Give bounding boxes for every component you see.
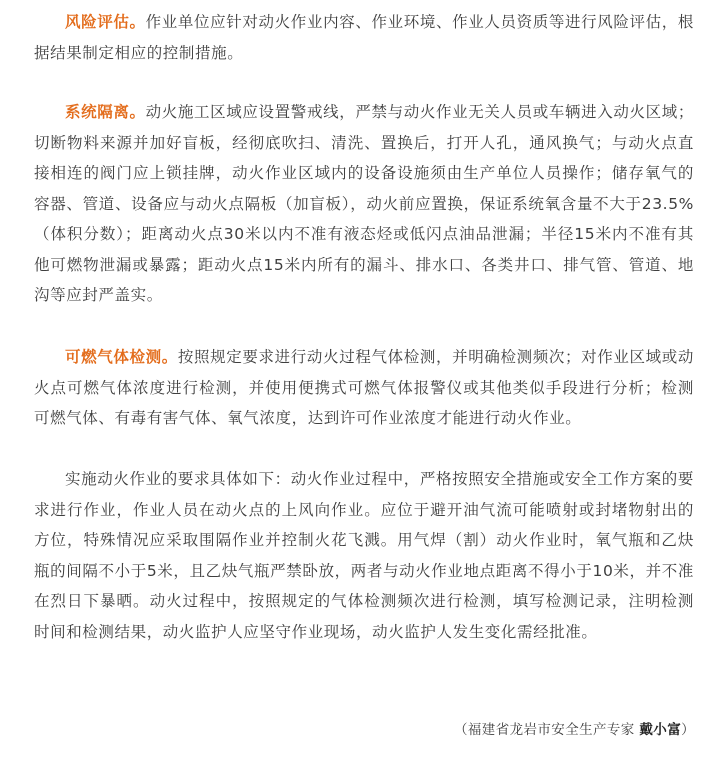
- author-attribution: [454, 718, 695, 742]
- author-name: 戴小富: [639, 722, 682, 738]
- author-organization: 福建省龙岩市安全生产专家: [467, 722, 640, 738]
- paragraph-system-isolation: [34, 97, 694, 311]
- attribution-close-paren: ）: [681, 722, 695, 738]
- paragraph-text: 动火施工区域应设置警戒线，严禁与动火作业无关人员或车辆进入动火区域；切断物料来源并加好盲板，经彻底吹扫、清洗、置换后，打开人孔，通风换气；与动火点直接相连的阀门应上锁挂牌，动火作业区域内的设备设施须由生产单位人员操作；储存氧气的容器、管道、设备应与动火点隔板（加盲板），动火前应置换，保证系统氧含量不大于23.5%（体积分数）；距离动火点30米以内不准有液态烃或低闪点油品泄漏；半径15米内不准有其他可燃物泄漏或暴露；距动火点15米内所有的漏斗、排水口、各类井口、排气管、管道、地沟等应封严盖实。: [34, 103, 694, 304]
- paragraph-heading: 风险评估。: [65, 13, 146, 31]
- paragraph-hot-work-requirements: [34, 464, 694, 647]
- paragraph-gas-detection: [34, 342, 694, 434]
- attribution-open-paren: （: [453, 722, 468, 738]
- paragraph-text: 作业单位应针对动火作业内容、作业环境、作业人员资质等进行风险评估，根据结果制定相应的控制措施。: [34, 13, 694, 62]
- paragraph-heading: 可燃气体检测。: [65, 348, 178, 366]
- paragraph-heading: 系统隔离。: [65, 103, 146, 121]
- paragraph-text: 按照规定要求进行动火过程气体检测，并明确检测频次；对作业区域或动火点可燃气体浓度进行检测，并使用便携式可燃气体报警仪或其他类似手段进行分析；检测可燃气体、有毒有害气体、氧气浓度，达到许可作业浓度才能进行动火作业。: [34, 348, 695, 427]
- paragraph-text: 实施动火作业的要求具体如下：动火作业过程中，严格按照安全措施或安全工作方案的要求进行作业，作业人员在动火点的上风向作业。应位于避开油气流可能喷射或封堵物射出的方位，特殊情况应采取围隔作业并控制火花飞溅。用气焊（割）动火作业时，氧气瓶和乙炔瓶的间隔不小于5米，且乙炔气瓶严禁卧放，两者与动火作业地点距离不得小于10米，并不准在烈日下暴晒。动火过程中，按照规定的气体检测频次进行检测，填写检测记录，注明检测时间和检测结果，动火监护人应坚守作业现场，动火监护人发生变化需经批准。: [34, 470, 694, 641]
- paragraph-risk-assessment: [34, 7, 694, 68]
